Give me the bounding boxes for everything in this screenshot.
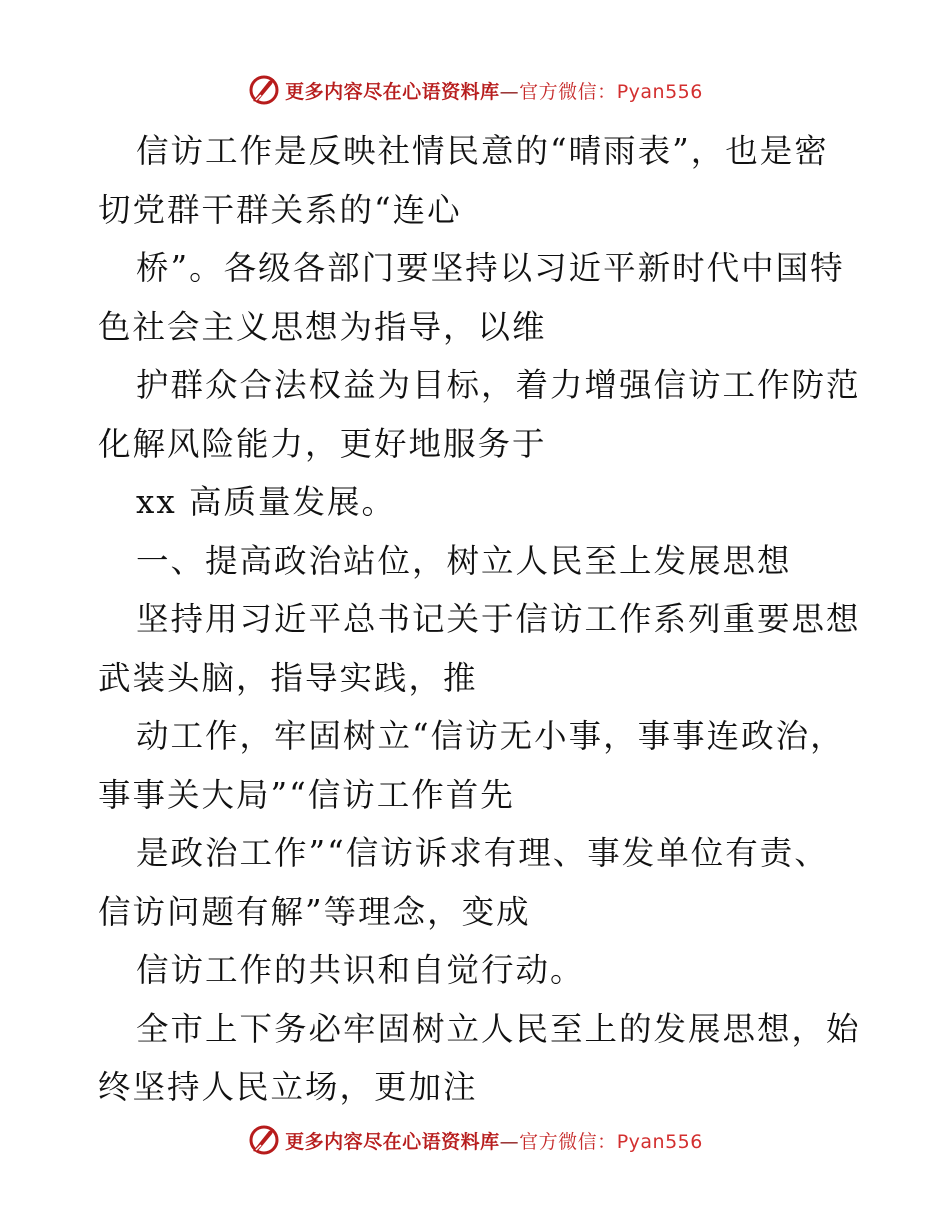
body-line: 信访工作是反映社情民意的“晴雨表”，也是密 [136,132,829,170]
header-brand: 更多内容尽在心语资料库 [285,80,500,103]
footer-banner [0,1120,950,1160]
body-line: xx 高质量发展。 [136,483,396,521]
body-line: 全市上下务必牢固树立人民至上的发展思想，始 [136,1009,861,1048]
body-line: 事事关大局”“信访工作首先 [98,775,515,814]
body-line: 武装头脑，指导实践，推 [98,658,478,697]
body-line: 信访工作的共识和自觉行动。 [136,951,585,989]
body-line: 切党群干群关系的“连心 [98,190,462,229]
body-line: 化解风险能力，更好地服务于 [98,424,547,463]
footer-wechat-id: Pyan556 [616,1130,703,1153]
quill-pen-logo-icon [247,1123,281,1157]
body-line: 是政治工作”“信访诉求有理、事发单位有责、 [136,834,829,872]
footer-separator: — [499,1130,520,1153]
body-line: 动工作，牢固树立“信访无小事，事事连政治， [136,717,845,755]
header-banner-text [285,77,703,104]
body-line: 坚持用习近平总书记关于信访工作系列重要思想 [136,600,861,638]
quill-pen-logo-icon [247,73,281,107]
header-separator: — [499,80,520,103]
footer-banner-text [285,1127,703,1154]
body-line: 色社会主义思想为指导，以维 [98,307,547,346]
body-line: 终坚持人民立场，更加注 [98,1068,478,1106]
body-line: 信访问题有解”等理念，变成 [98,892,531,931]
header-wechat-label: 官方微信： [519,80,617,103]
body-line: 一、提高政治站位，树立人民至上发展思想 [136,541,792,580]
header-banner [0,70,950,110]
footer-brand: 更多内容尽在心语资料库 [285,1130,500,1153]
header-wechat-id: Pyan556 [616,80,703,103]
body-line: 桥”。各级各部门要坚持以习近平新时代中国特 [136,249,845,287]
document-body [98,122,861,1117]
body-line: 护群众合法权益为目标，着力增强信访工作防范 [136,366,861,404]
footer-wechat-label: 官方微信： [519,1130,617,1153]
